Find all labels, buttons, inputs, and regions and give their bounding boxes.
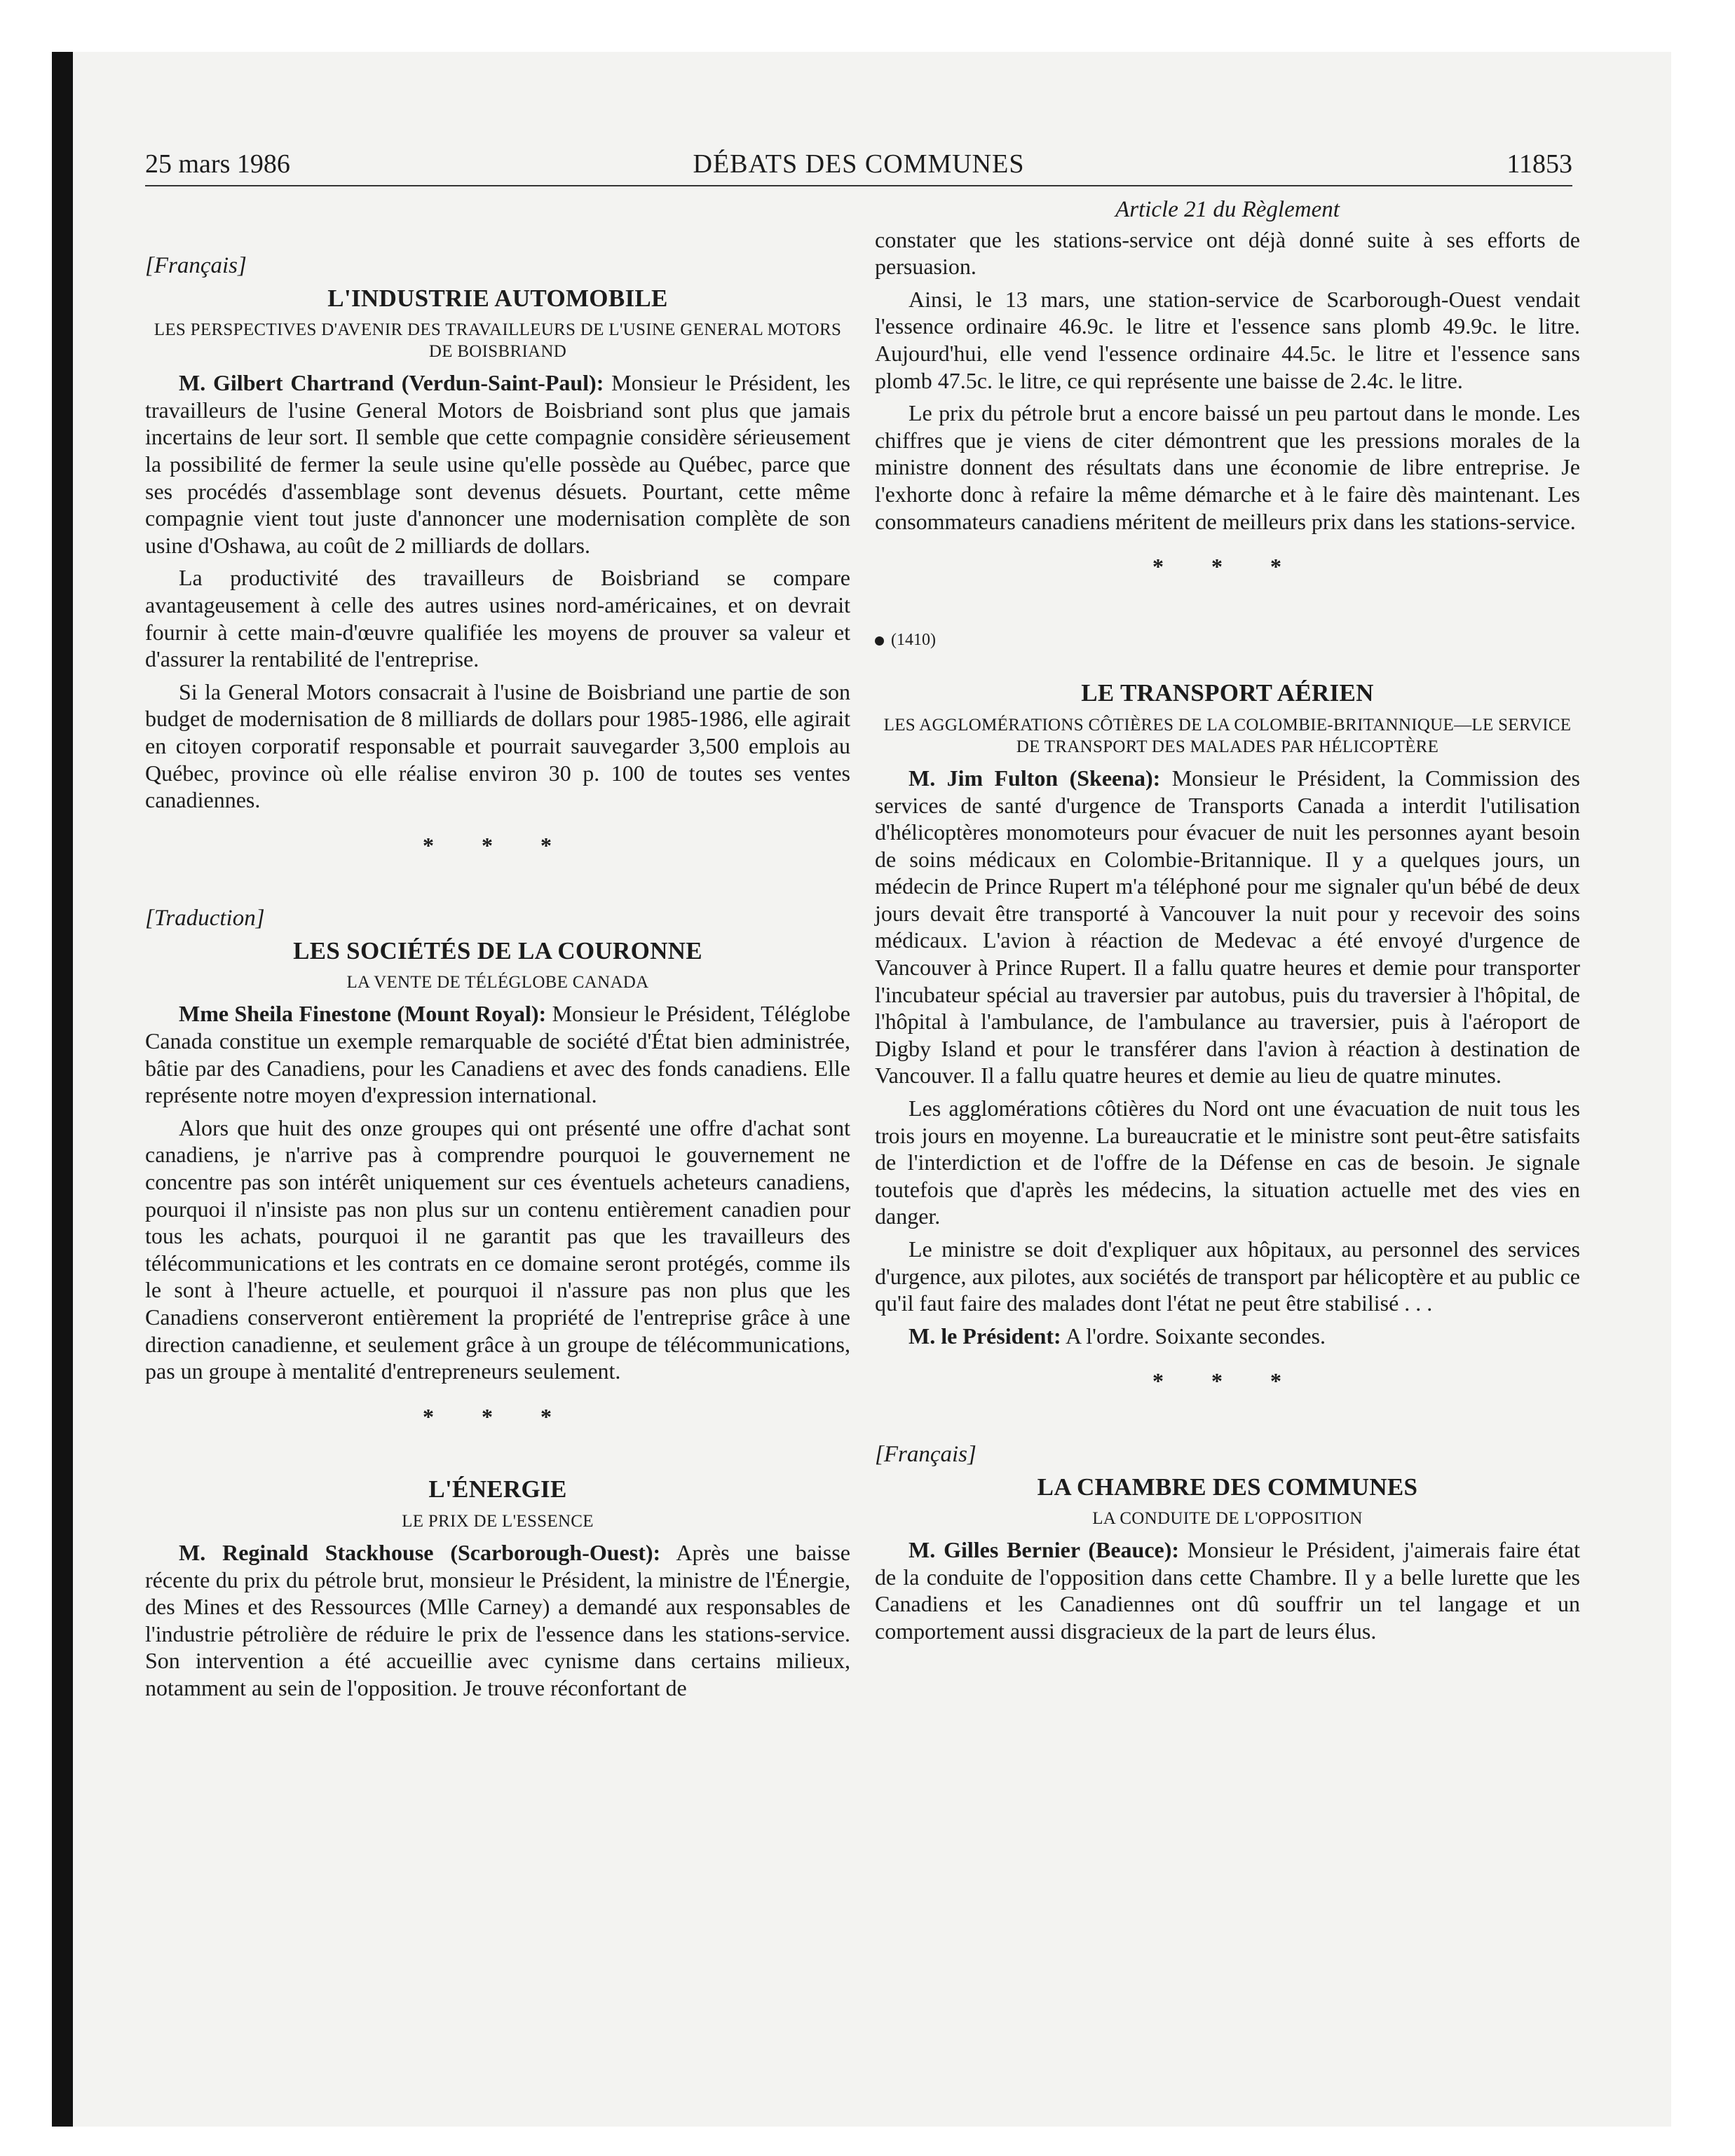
section-subtitle: LES PERSPECTIVES D'AVENIR DES TRAVAILLEURS DE L'USINE GENERAL MOTORS DE BOISBRIAND [154, 320, 842, 362]
paragraph-text: A l'ordre. Soixante secondes. [1061, 1323, 1326, 1349]
section-title: LA CHAMBRE DES COMMUNES [1037, 1473, 1418, 1501]
paragraph [145, 369, 850, 559]
section-title: LE TRANSPORT AÉRIEN [1081, 679, 1374, 707]
language-note: [Traduction] [145, 906, 265, 932]
paragraph: Ainsi, le 13 mars, une station-service de Scarborough-Ouest vendait l'essence ordinaire 46.9c. le litre et l'essence sans plomb 49.9c. le litre. Aujourd'hui, elle vend l'essence ordinaire 44.5c. le litre et l'essence sans plomb 47.5c. le litre, ce qui représente une baisse de 2.4c. le litre. [875, 286, 1580, 393]
language-note: [Français] [145, 253, 247, 278]
header-date: 25 mars 1986 [145, 149, 290, 179]
section-separator: * * * [423, 832, 573, 858]
bullet-dot-icon [875, 636, 884, 646]
section-separator: * * * [1152, 1368, 1302, 1394]
section-title: L'ÉNERGIE [428, 1475, 567, 1503]
time-marker [875, 627, 1580, 654]
paragraph-text: Monsieur le Président, la Commission des services de santé d'urgence de Transports Canada a interdit l'utilisation d'hélicoptères monomoteurs pour évacuer de nuit les personnes ayant besoin de soins médicaux en Colombie-Britannique. Il y a quelques jours, un médecin de Prince Rupert m'a téléphoné pour me signaler qu'un bébé de deux jours devait être transporté à Vancouver la nuit pour y recevoir des soins médicaux. L'avion à réaction de Medevac a été envoyé d'urgence de Vancouver à Prince Rupert. Il a fallu quatre heures et demie pour transporter l'incubateur spécial au traversier par autobus, puis du traversier à l'hôpital, de l'hôpital à l'ambulance, de l'ambulance au traversier, puis à l'aéroport de Digby Island et pour le transférer dans l'avion à réaction à destination de Vancouver. Il a fallu quatre heures et demie au lieu de quatre minutes. [875, 765, 1581, 1089]
paragraph: constater que les stations-service ont déjà donné suite à ses efforts de persuasion. [875, 226, 1580, 280]
speaker-name: M. Reginald Stackhouse (Scarborough-Ouest): [179, 1539, 661, 1565]
speaker-name: M. Gilles Bernier (Beauce): [909, 1537, 1180, 1563]
section-title: L'INDUSTRIE AUTOMOBILE [327, 284, 668, 312]
paragraph [145, 1539, 850, 1702]
speaker-name: M. Gilbert Chartrand (Verdun-Saint-Paul): [179, 370, 604, 396]
paragraph-text: Monsieur le Président, les travailleurs de l'usine General Motors de Boisbriand sont plus que jamais incertains de leur sort. Il semble que cette compagnie considère sérieusement la possibilité de fermer la seule usine qu'elle possède au Québec, parce que ses procédés d'assemblage sont devenus désuets. Pourtant, cette même compagnie vient tout juste d'annoncer une modernisation complète de son usine d'Oshawa, au coût de 2 milliards de dollars. [145, 370, 850, 558]
paragraph [875, 1323, 1580, 1350]
paragraph: Le prix du pétrole brut a encore baissé un peu partout dans le monde. Les chiffres que je viens de citer démontrent que les pressions morales de la ministre donnent des résultats dans une économie de libre entreprise. Je l'exhorte donc à refaire la même démarche et à le faire dès maintenant. Les consommateurs canadiens méritent de meilleurs prix dans les stations-service. [875, 400, 1580, 534]
paragraph-text: Monsieur le Président, Téléglobe Canada constitue un exemple remarquable de société d'État bien administrée, bâtie par des Canadiens, pour les Canadiens et avec des fonds canadiens. Elle représente notre moyen d'expression international. [145, 1001, 850, 1108]
paragraph: Alors que huit des onze groupes qui ont présenté une offre d'achat sont canadiens, je n'arrive pas à comprendre pourquoi le gouvernement ne concentre pas son intérêt uniquement sur ces éventuels acheteurs canadiens, pourquoi il n'insiste pas non plus sur un contenu entièrement canadien pour tous les achats, pourquoi il ne garantit pas que les travailleurs des télécommunications et les contrats en ce domaine seront protégés, comme ils le sont à l'heure actuelle, et pourquoi il n'assure pas non plus que les Canadiens conserveront entièrement la propriété de l'entreprise grâce à une direction canadienne, et seulement grâce à un groupe de télécommunications, pas un groupe à mentalité d'entrepreneurs seulement. [145, 1114, 850, 1384]
section-separator: * * * [423, 1403, 573, 1429]
binding-edge [52, 52, 73, 2127]
paragraph [875, 1536, 1580, 1644]
speaker-name: M. Jim Fulton (Skeena): [909, 765, 1161, 791]
section-subtitle: LE PRIX DE L'ESSENCE [402, 1511, 594, 1531]
section-subtitle: LES AGGLOMÉRATIONS CÔTIÈRES DE LA COLOMBIE-BRITANNIQUE—LE SERVICE DE TRANSPORT DES MALADES PAR HÉLICOPTÈRE [883, 715, 1572, 756]
section-subtitle: LA CONDUITE DE L'OPPOSITION [1092, 1509, 1363, 1529]
paragraph-text: Après une baisse récente du prix du pétrole brut, monsieur le Président, la ministre de l'Énergie, des Mines et des Ressources (Mlle Carney) a demandé aux responsables de l'industrie pétrolière de réduire le prix de l'essence dans les stations-service. Son intervention a été accueillie avec cynisme dans certains milieux, notamment au sein de l'opposition. Je trouve réconfortant de [145, 1539, 851, 1700]
paragraph: Les agglomérations côtières du Nord ont une évacuation de nuit tous les trois jours en moyenne. La bureaucratie et le ministre sont peut-être satisfaits de l'interdiction et de l'offre de la Défense en cas de besoin. Je signale toutefois que d'après les médecins, la situation actuelle met des vies en danger. [875, 1096, 1580, 1229]
section-subtitle: LA VENTE DE TÉLÉGLOBE CANADA [346, 973, 649, 992]
speaker-name: M. le Président: [909, 1323, 1061, 1349]
paragraph-text: Monsieur le Président, j'aimerais faire état de la conduite de l'opposition dans cette Chambre. Il y a belle lurette que les Canadiens et les Canadiennes ont dû souffrir un tel langage et un comportement aussi disgracieux de la part de leurs élus. [875, 1537, 1581, 1644]
paragraph [875, 765, 1580, 1089]
header-title: DÉBATS DES COMMUNES [693, 149, 1025, 179]
right-column [875, 196, 1580, 1651]
section-title: LES SOCIÉTÉS DE LA COURONNE [293, 936, 702, 964]
paragraph [145, 1000, 850, 1108]
speaker-name: Mme Sheila Finestone (Mount Royal): [179, 1001, 547, 1027]
paragraph: Le ministre se doit d'expliquer aux hôpitaux, au personnel des services d'urgence, aux pilotes, aux sociétés de transport par hélicoptère et au public ce qu'il faut faire des malades dont l'état ne peut être stabilisé . . . [875, 1236, 1580, 1316]
page-header [145, 149, 1572, 186]
paragraph: Si la General Motors consacrait à l'usine de Boisbriand une partie de son budget de modernisation de 8 milliards de dollars pour 1985-1986, elle agirait en citoyen corporatif responsable et pourrait sauvegarder 3,500 emplois au Québec, province où elle réalise environ 30 p. 100 de toutes ses ventes canadiennes. [145, 678, 850, 813]
paragraph: La productivité des travailleurs de Boisbriand se compare avantageusement à celle des autres usines nord-américaines, et on devrait fournir à cette main-d'œuvre qualifiée les moyens de prouver sa valeur et d'assurer la rentabilité de l'entreprise. [145, 565, 850, 672]
language-note: [Français] [875, 1441, 977, 1467]
left-column [145, 196, 850, 1707]
time-stamp: (1410) [891, 630, 936, 649]
section-separator: * * * [1152, 554, 1302, 580]
running-head: Article 21 du Règlement [1115, 197, 1340, 222]
header-page-number: 11853 [1506, 149, 1572, 179]
